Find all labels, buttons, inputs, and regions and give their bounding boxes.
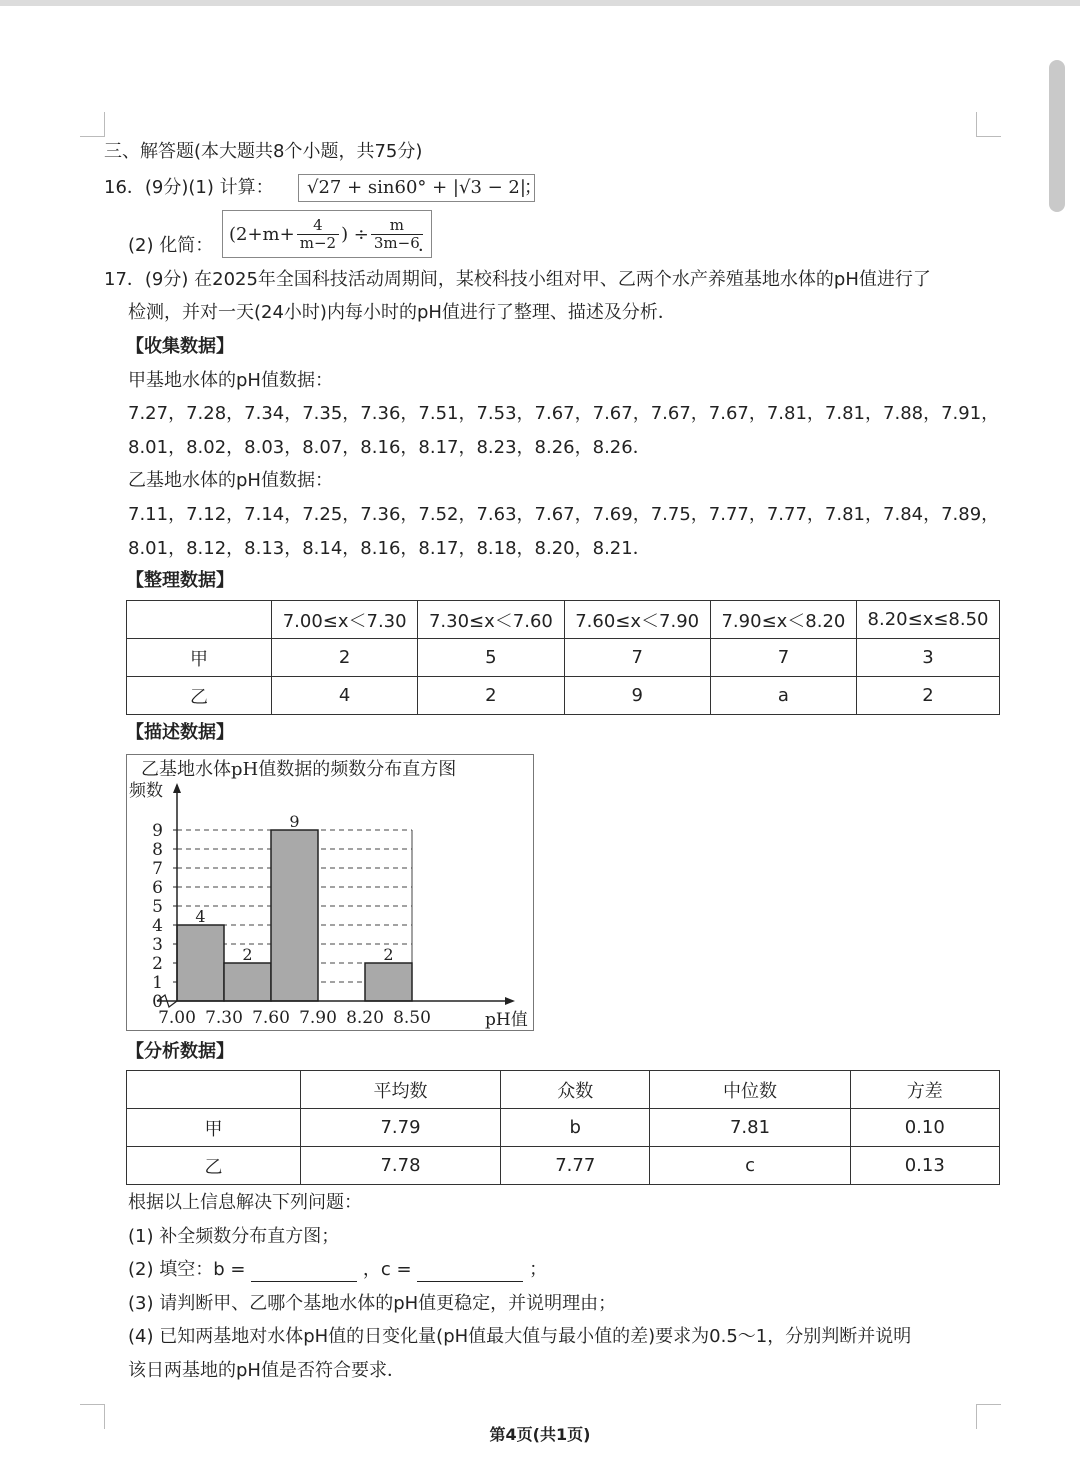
- table-cell: 8.20≤x≤8.50: [857, 601, 1000, 639]
- q16-fraction-1-num: 4: [297, 217, 339, 235]
- bar-value-label: 9: [289, 812, 300, 831]
- scrollbar-thumb[interactable]: [1049, 60, 1065, 212]
- table-cell: 7: [564, 639, 710, 677]
- y-tick-label: 0: [152, 992, 163, 1012]
- q16-part2-prefix: (2) 化简：: [128, 235, 214, 256]
- section-title: 三、解答题(本大题共8个小题，共75分): [104, 141, 423, 162]
- q16-formula-1: [298, 174, 535, 202]
- table-row: [127, 1109, 1000, 1147]
- histogram-chart: [127, 755, 533, 1030]
- table-cell: 7: [710, 639, 856, 677]
- table-cell: [127, 601, 272, 639]
- table-cell: 7.30≤x＜7.60: [418, 601, 564, 639]
- histogram-bar: [365, 963, 412, 1001]
- x-tick-label: 7.00: [158, 1008, 196, 1028]
- crop-mark-top-right: [976, 112, 1001, 137]
- crop-mark-top-left: [80, 112, 105, 137]
- chart-title: 乙基地水体pH值数据的频数分布直方图: [141, 759, 457, 780]
- q16-formula-1-text: √27 + sin60° + |√3 − 2|: [307, 177, 526, 198]
- page-footer: 第4页(共1页): [489, 1425, 591, 1444]
- base-b-label: 乙基地水体的pH值数据：: [128, 470, 333, 491]
- q16-fraction-2: [371, 217, 423, 252]
- describe-data-heading: 【描述数据】: [126, 722, 234, 743]
- base-b-data-line2: 8.01，8.12，8.13，8.14，8.16，8.17，8.18，8.20，8.21．: [128, 538, 651, 559]
- q16-fraction-2-den: 3m−6: [373, 233, 420, 252]
- y-tick-label: 1: [152, 973, 163, 993]
- table-cell: 中位数: [650, 1071, 850, 1109]
- table-header-row: [127, 601, 1000, 639]
- organize-data-heading: 【整理数据】: [126, 570, 234, 591]
- q16-f2-open: (2+m+: [229, 223, 295, 245]
- table-cell: a: [710, 677, 856, 715]
- bar-value-label: 2: [242, 945, 253, 964]
- chart-y-label: 频数: [129, 781, 163, 801]
- frequency-table: [126, 600, 1000, 715]
- table-cell: 3: [857, 639, 1000, 677]
- y-tick-label: 6: [152, 878, 163, 898]
- table-cell: 7.79: [301, 1109, 501, 1147]
- sub-question-2-suffix: ；: [529, 1259, 548, 1280]
- table-cell: b: [501, 1109, 650, 1147]
- sub-question-4-line2: 该日两基地的pH值是否符合要求．: [128, 1360, 405, 1381]
- table-cell: 7.78: [301, 1147, 501, 1185]
- q16-formula-2: [222, 210, 432, 258]
- table-cell: 0.13: [850, 1147, 999, 1185]
- y-tick-label: 2: [152, 954, 163, 974]
- base-a-data-line2: 8.01，8.02，8.03，8.07，8.16，8.17，8.23，8.26，8.26．: [128, 437, 651, 458]
- table-row: [127, 639, 1000, 677]
- q17-stem-line2: 检测，并对一天(24小时)内每小时的pH值进行了整理、描述及分析．: [128, 302, 676, 323]
- x-axis-arrow-icon: [505, 997, 515, 1005]
- sub-question-2-prefix: (2) 填空：b =: [128, 1259, 246, 1280]
- table-cell: [127, 1071, 301, 1109]
- table-cell: 2: [272, 639, 418, 677]
- sub-question-2: [128, 1258, 547, 1282]
- table-cell: 平均数: [301, 1071, 501, 1109]
- histogram-bar: [177, 925, 224, 1001]
- base-b-data-line1: 7.11，7.12，7.14，7.25，7.36，7.52，7.63，7.67，7.69，7.75，7.77，7.77，7.81，7.84，7.89，: [128, 504, 1000, 525]
- table-cell: 甲: [127, 1109, 301, 1147]
- table-cell: 0.10: [850, 1109, 999, 1147]
- base-a-data-line1: 7.27，7.28，7.34，7.35，7.36，7.51，7.53，7.67，7.67，7.67，7.67，7.81，7.81，7.88，7.91，: [128, 403, 1000, 424]
- y-tick-label: 7: [152, 859, 163, 879]
- questions-prompt: 根据以上信息解决下列问题：: [128, 1192, 362, 1213]
- bar-value-label: 2: [383, 945, 394, 964]
- table-cell: 7.00≤x＜7.30: [272, 601, 418, 639]
- table-cell: 2: [857, 677, 1000, 715]
- q16-part2-suffix: ．: [418, 235, 436, 256]
- histogram-bar: [224, 963, 271, 1001]
- sub-question-1: (1) 补全频数分布直方图；: [128, 1226, 340, 1247]
- table-cell: 2: [418, 677, 564, 715]
- answer-blank-c[interactable]: [417, 1263, 523, 1282]
- x-tick-label: 8.50: [393, 1008, 431, 1028]
- y-tick-label: 8: [152, 840, 163, 860]
- y-tick-label: 3: [152, 935, 163, 955]
- q16-fraction-1: [297, 217, 339, 252]
- y-axis-arrow-icon: [173, 783, 181, 793]
- collect-data-heading: 【收集数据】: [126, 336, 234, 357]
- table-cell: 方差: [850, 1071, 999, 1109]
- y-tick-label: 9: [152, 821, 163, 841]
- table-cell: 5: [418, 639, 564, 677]
- sub-question-2-mid: ，c =: [362, 1259, 412, 1280]
- table-cell: 9: [564, 677, 710, 715]
- q16-part1-suffix: ；: [524, 177, 542, 198]
- table-row: [127, 677, 1000, 715]
- q16-fraction-1-den: m−2: [299, 233, 337, 252]
- x-tick-label: 8.20: [346, 1008, 384, 1028]
- top-bar: [0, 0, 1080, 6]
- table-cell: 乙: [127, 1147, 301, 1185]
- q17-stem-line1: 17．(9分) 在2025年全国科技活动周期间，某校科技小组对甲、乙两个水产养殖基地水体的pH值进行了: [104, 269, 931, 290]
- q16-fraction-2-num: m: [371, 217, 423, 235]
- base-a-label: 甲基地水体的pH值数据：: [128, 370, 333, 391]
- sub-question-4-line1: (4) 已知两基地对水体pH值的日变化量(pH值最大值与最小值的差)要求为0.5～1，分别判断并说明: [128, 1326, 912, 1347]
- histogram-frame: [126, 754, 534, 1031]
- table-cell: 7.77: [501, 1147, 650, 1185]
- analyze-data-heading: 【分析数据】: [126, 1041, 234, 1062]
- sub-question-3: (3) 请判断甲、乙哪个基地水体的pH值更稳定，并说明理由；: [128, 1293, 617, 1314]
- table-cell: 4: [272, 677, 418, 715]
- table-cell: 甲: [127, 639, 272, 677]
- histogram-bar: [271, 830, 318, 1001]
- bar-value-label: 4: [195, 907, 206, 926]
- statistics-table: [126, 1070, 1000, 1185]
- table-cell: c: [650, 1147, 850, 1185]
- y-tick-label: 5: [152, 897, 163, 917]
- table-cell: 7.81: [650, 1109, 850, 1147]
- y-tick-label: 4: [152, 916, 163, 936]
- q16-f2-mid: ) ÷: [341, 223, 369, 245]
- q16-part1-prefix: 16．(9分)(1) 计算：: [104, 177, 274, 198]
- x-tick-label: 7.60: [252, 1008, 290, 1028]
- x-tick-label: 7.90: [299, 1008, 337, 1028]
- table-cell: 7.60≤x＜7.90: [564, 601, 710, 639]
- table-header-row: [127, 1071, 1000, 1109]
- x-tick-label: 7.30: [205, 1008, 243, 1028]
- answer-blank-b[interactable]: [251, 1263, 357, 1282]
- table-cell: 乙: [127, 677, 272, 715]
- table-cell: 7.90≤x＜8.20: [710, 601, 856, 639]
- chart-x-label: pH值: [485, 1010, 528, 1030]
- table-row: [127, 1147, 1000, 1185]
- table-cell: 众数: [501, 1071, 650, 1109]
